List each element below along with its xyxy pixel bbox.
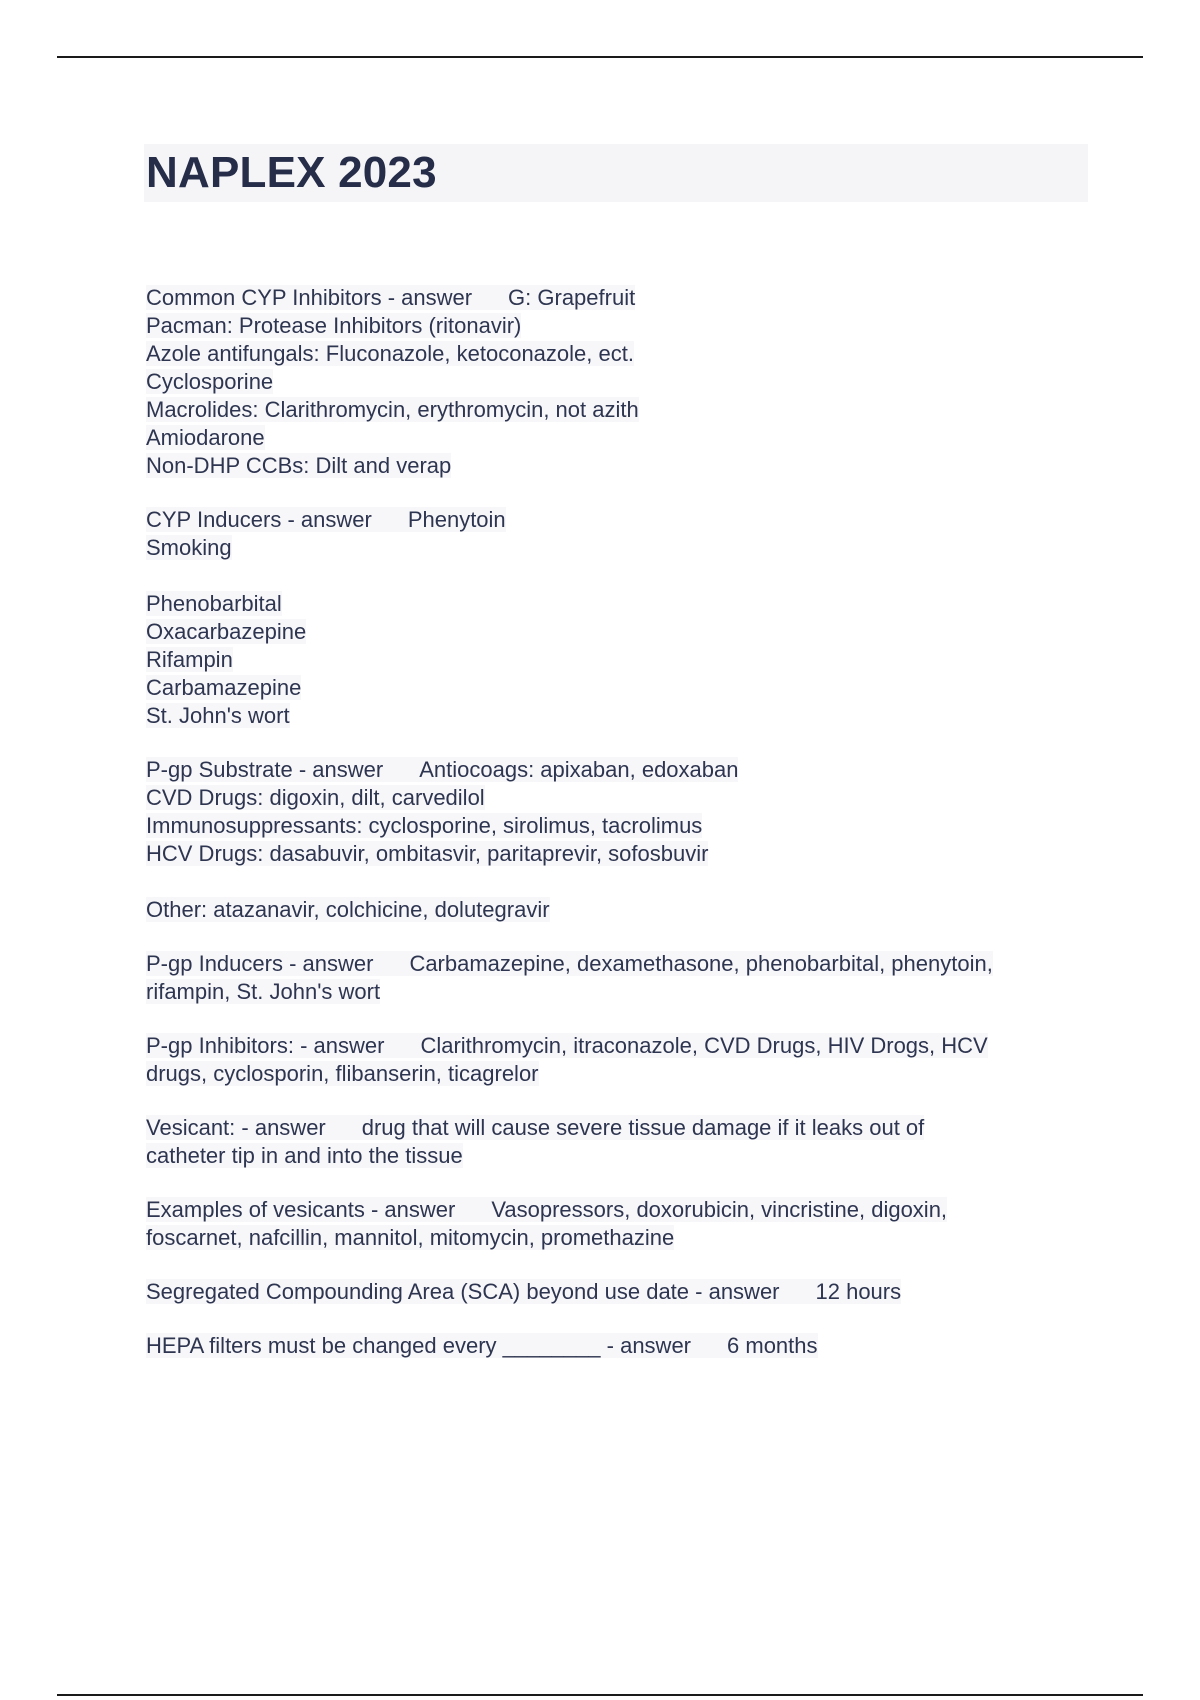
flashcard	[146, 284, 1086, 480]
document-title: NAPLEX 2023	[146, 148, 437, 197]
flashcard	[146, 756, 1086, 924]
flashcard-term: Vesicant: - answer	[146, 1115, 326, 1140]
flashcard-answer-line: Phenobarbital	[146, 591, 282, 616]
flashcard-term: HEPA filters must be changed every ________ - answer	[146, 1333, 692, 1358]
flashcard-answer-line: CVD Drugs: digoxin, dilt, carvedilol	[146, 785, 485, 810]
flashcard-term: P-gp Inducers - answer	[146, 951, 374, 976]
flashcard-term: Segregated Compounding Area (SCA) beyond use date - answer	[146, 1279, 780, 1304]
flashcard-answer-line: rifampin, St. John's wort	[146, 979, 381, 1004]
flashcard-answer-line: Oxacarbazepine	[146, 619, 307, 644]
flashcard-term: P-gp Inhibitors: - answer	[146, 1033, 385, 1058]
flashcard	[146, 1196, 1086, 1252]
flashcard-term: CYP Inducers - answer	[146, 507, 372, 532]
flashcard-answer-line: 12 hours	[815, 1279, 902, 1304]
flashcard-answer-line: Cyclosporine	[146, 369, 274, 394]
flashcard-answer-line: Smoking	[146, 535, 232, 560]
blank-line	[146, 868, 1086, 896]
flashcard-answer-line: G: Grapefruit	[508, 285, 636, 310]
flashcard-answer-line: Clarithromycin, itraconazole, CVD Drugs, HIV Drogs, HCV	[420, 1033, 988, 1058]
flashcard-term: Common CYP Inhibitors - answer	[146, 285, 473, 310]
flashcard-answer-line: drugs, cyclosporin, flibanserin, ticagrelor	[146, 1061, 539, 1086]
flashcard-term: P-gp Substrate - answer	[146, 757, 384, 782]
flashcard-list	[146, 284, 1086, 1386]
flashcard	[146, 1332, 1086, 1360]
flashcard-term: Examples of vesicants - answer	[146, 1197, 456, 1222]
flashcard	[146, 1278, 1086, 1306]
flashcard	[146, 950, 1086, 1006]
flashcard-answer-line: catheter tip in and into the tissue	[146, 1143, 463, 1168]
top-rule	[57, 56, 1143, 58]
flashcard-answer-line: Pacman: Protease Inhibitors (ritonavir)	[146, 313, 522, 338]
flashcard-answer-line: Azole antifungals: Fluconazole, ketoconazole, ect.	[146, 341, 634, 366]
flashcard	[146, 1032, 1086, 1088]
flashcard-answer-line: drug that will cause severe tissue damage if it leaks out of	[361, 1115, 925, 1140]
flashcard-answer-line: Antiocoags: apixaban, edoxaban	[419, 757, 739, 782]
flashcard	[146, 1114, 1086, 1170]
flashcard-answer-line: Vasopressors, doxorubicin, vincristine, digoxin,	[491, 1197, 948, 1222]
flashcard	[146, 506, 1086, 730]
flashcard-answer-line: Amiodarone	[146, 425, 265, 450]
flashcard-answer-line: HCV Drugs: dasabuvir, ombitasvir, paritaprevir, sofosbuvir	[146, 841, 709, 866]
flashcard-answer-line: Immunosuppressants: cyclosporine, sirolimus, tacrolimus	[146, 813, 703, 838]
bottom-rule	[57, 1694, 1143, 1696]
flashcard-answer-line: Carbamazepine	[146, 675, 302, 700]
flashcard-answer-line: Non-DHP CCBs: Dilt and verap	[146, 453, 452, 478]
flashcard-answer-line: Phenytoin	[407, 507, 506, 532]
flashcard-answer-line: Macrolides: Clarithromycin, erythromycin, not azith	[146, 397, 639, 422]
flashcard-answer-line: foscarnet, nafcillin, mannitol, mitomycin, promethazine	[146, 1225, 675, 1250]
blank-line	[146, 562, 1086, 590]
flashcard-answer-line: Other: atazanavir, colchicine, dolutegravir	[146, 897, 550, 922]
flashcard-answer-line: Carbamazepine, dexamethasone, phenobarbital, phenytoin,	[409, 951, 993, 976]
flashcard-answer-line: St. John's wort	[146, 703, 290, 728]
flashcard-answer-line: Rifampin	[146, 647, 233, 672]
flashcard-answer-line: 6 months	[727, 1333, 818, 1358]
